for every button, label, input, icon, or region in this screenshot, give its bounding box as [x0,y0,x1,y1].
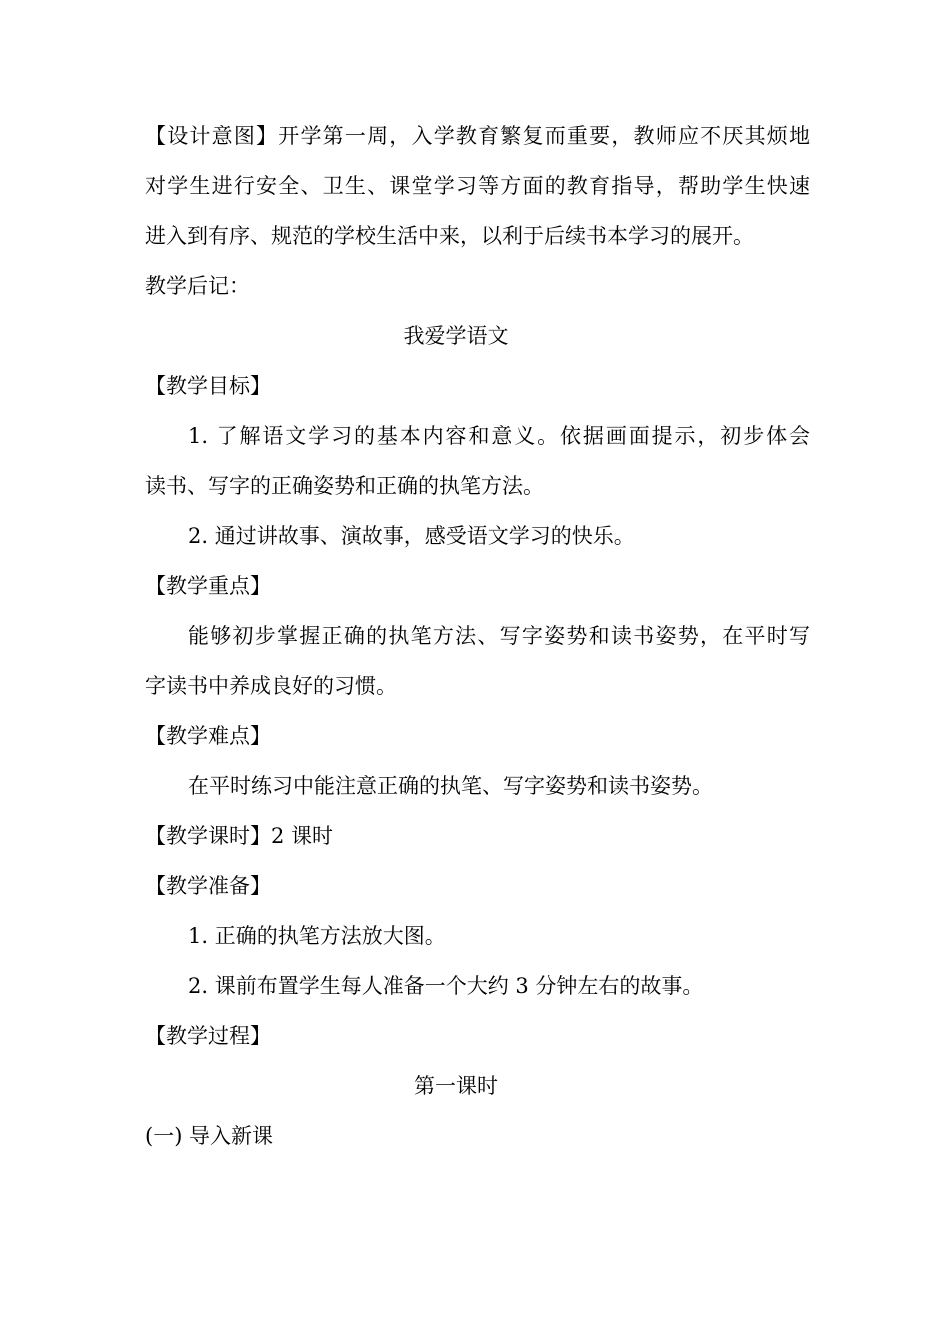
design-intent-line-2: 对学生进行安全、卫生、课堂学习等方面的教育指导，帮助学生快速 [145,174,810,198]
design-intent-line-1: 【设计意图】开学第一周，入学教育繁复而重要，教师应不厌其烦地 [145,124,810,148]
process-heading: 【教学过程】 [145,1024,271,1048]
lesson-title: 我爱学语文 [403,324,509,348]
period-title: 第一课时 [414,1074,498,1098]
objective-item-1-line-2: 读书、写字的正确姿势和正确的执笔方法。 [145,474,544,498]
section-1-heading: (一) 导入新课 [145,1124,274,1148]
key-points-heading: 【教学重点】 [145,574,271,598]
postscript-label: 教学后记： [145,274,250,298]
objective-item-1-line-1: 1. 了解语文学习的基本内容和意义。依据画面提示，初步体会 [188,424,810,448]
objectives-heading: 【教学目标】 [145,374,271,398]
class-hours: 【教学课时】2 课时 [145,824,334,848]
preparation-item-2: 2. 课前布置学生每人准备一个大约 3 分钟左右的故事。 [188,974,704,998]
preparation-heading: 【教学准备】 [145,874,271,898]
design-intent-line-3: 进入到有序、规范的学校生活中来，以利于后续书本学习的展开。 [145,224,754,248]
preparation-item-1: 1. 正确的执笔方法放大图。 [188,924,446,948]
objective-item-2: 2. 通过讲故事、演故事，感受语文学习的快乐。 [188,524,635,548]
key-points-line-2: 字读书中养成良好的习惯。 [145,674,397,698]
difficulties-line-1: 在平时练习中能注意正确的执笔、写字姿势和读书姿势。 [188,774,713,798]
key-points-line-1: 能够初步掌握正确的执笔方法、写字姿势和读书姿势，在平时写 [188,624,810,648]
difficulties-heading: 【教学难点】 [145,724,271,748]
